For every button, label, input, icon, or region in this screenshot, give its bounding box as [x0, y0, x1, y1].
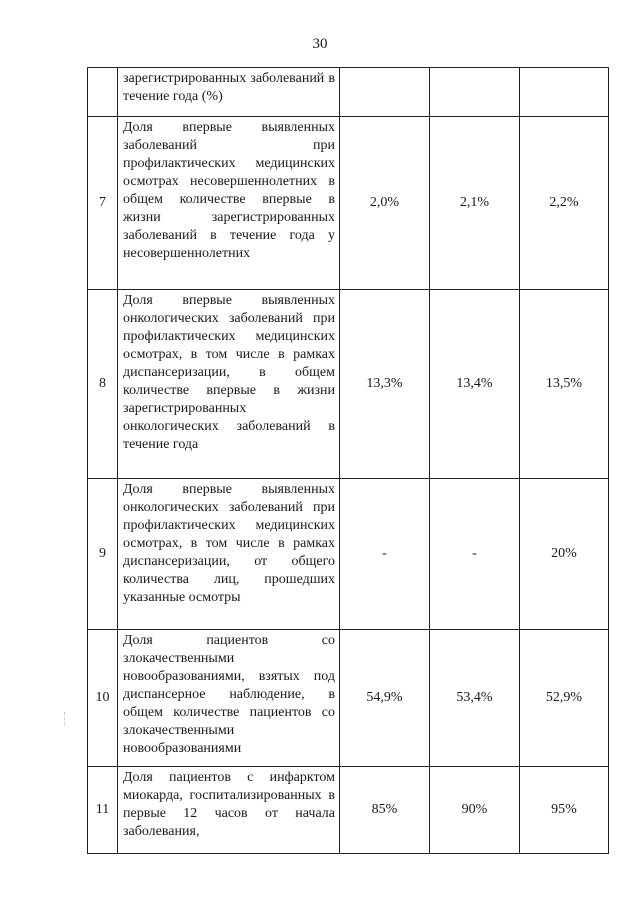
indicators-table — [87, 67, 609, 854]
row-number-cell: 9 — [88, 479, 118, 630]
indicator-name-cell: Доля впервые выявленных онкологических заболеваний при профилактических медицинских осмотрах, в том числе в рамках диспансеризации, от общего количества лиц, прошедших указанные осмотры — [118, 479, 340, 630]
value-cell-1: 13,3% — [340, 290, 430, 479]
value-cell-3: 13,5% — [520, 290, 609, 479]
value-cell-1: 85% — [340, 767, 430, 854]
value-cell-2: 13,4% — [430, 290, 520, 479]
row-number-cell: 7 — [88, 117, 118, 290]
value-cell-3: 20% — [520, 479, 609, 630]
table-row — [88, 630, 609, 767]
value-cell-3: 52,9% — [520, 630, 609, 767]
value-cell-2 — [430, 68, 520, 117]
value-cell-1 — [340, 68, 430, 117]
value-cell-1: 2,0% — [340, 117, 430, 290]
table-row — [88, 290, 609, 479]
value-cell-1: 54,9% — [340, 630, 430, 767]
value-cell-3: 95% — [520, 767, 609, 854]
table-row — [88, 767, 609, 854]
margin-mark — [64, 712, 71, 726]
table-row — [88, 479, 609, 630]
indicator-name-cell: Доля впервые выявленных онкологических заболеваний при профилактических медицинских осмотрах, в том числе в рамках диспансеризации, в общем количестве впервые в жизни зарегистрированных онкологических заболеваний в течение года — [118, 290, 340, 479]
value-cell-2: - — [430, 479, 520, 630]
value-cell-3 — [520, 68, 609, 117]
indicator-name-cell: Доля пациентов с инфарктом миокарда, госпитализированных в первые 12 часов от начала заболевания, — [118, 767, 340, 854]
table-row — [88, 117, 609, 290]
value-cell-2: 53,4% — [430, 630, 520, 767]
indicator-name-cell: Доля пациентов со злокачественными новообразованиями, взятых под диспансерное наблюдение, в общем количестве пациентов со злокачественными новообразованиями — [118, 630, 340, 767]
row-number-cell: 11 — [88, 767, 118, 854]
page-number: 30 — [312, 36, 328, 52]
value-cell-2: 2,1% — [430, 117, 520, 290]
row-number-cell: 10 — [88, 630, 118, 767]
value-cell-1: - — [340, 479, 430, 630]
value-cell-2: 90% — [430, 767, 520, 854]
value-cell-3: 2,2% — [520, 117, 609, 290]
indicator-name-cell: Доля впервые выявленных заболеваний при профилактических медицинских осмотрах несовершеннолетних в общем количестве впервые в жизни зарегистрированных заболеваний в течение года у несовершеннолетних — [118, 117, 340, 290]
row-number-cell — [88, 68, 118, 117]
table-row-continuation — [88, 68, 609, 117]
row-number-cell: 8 — [88, 290, 118, 479]
indicator-name-cell: зарегистрированных заболеваний в течение года (%) — [118, 68, 340, 117]
